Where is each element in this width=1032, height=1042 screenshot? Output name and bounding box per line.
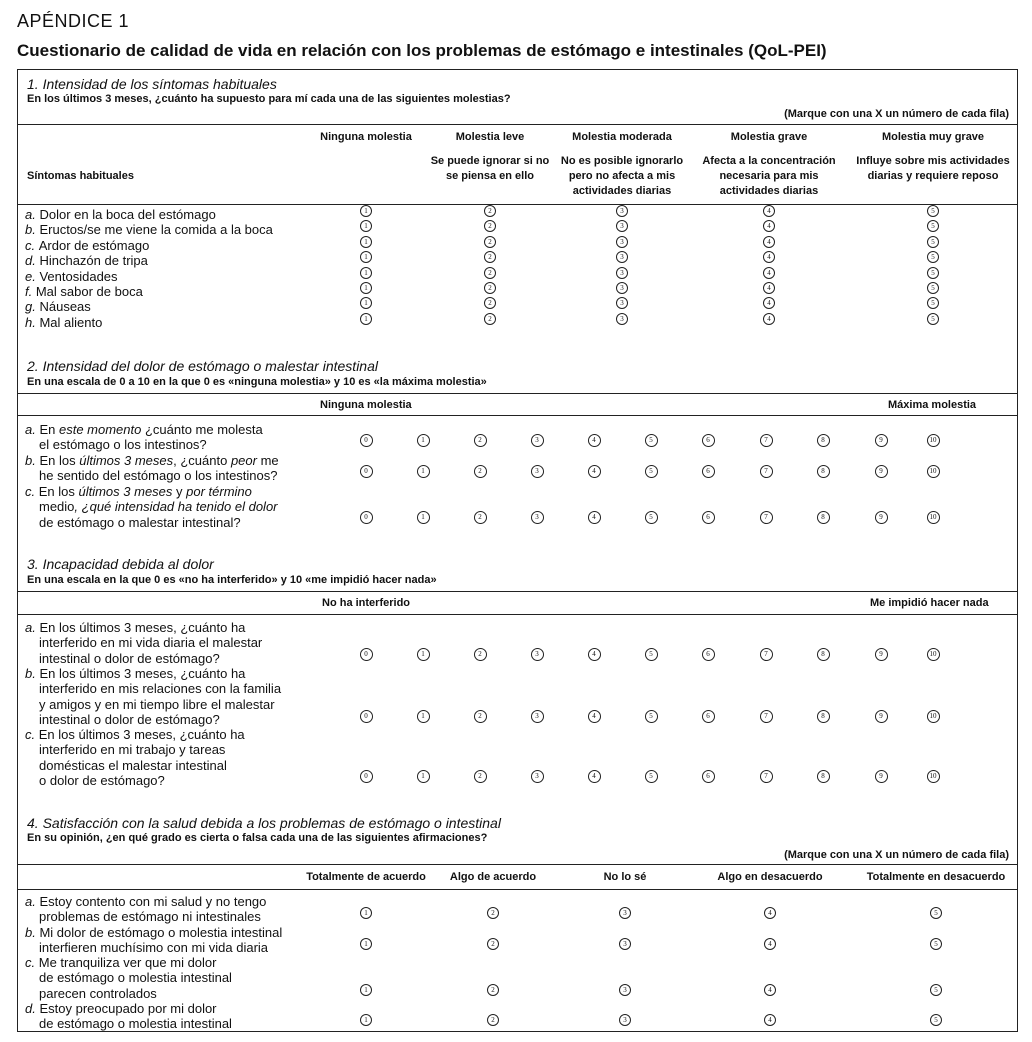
section-1-option[interactable]: 4 bbox=[763, 297, 775, 309]
section-2-option[interactable]: 10 bbox=[927, 465, 940, 478]
section-4-question: En su opinión, ¿en qué grado es cierta o falsa cada una de las siguientes afirmaciones? bbox=[27, 832, 488, 844]
section-2-option[interactable]: 8 bbox=[817, 465, 830, 478]
section-1-option[interactable]: 1 bbox=[360, 205, 372, 217]
section-1-heading: 1. Intensidad de los síntomas habituales bbox=[27, 76, 277, 92]
section-3-option[interactable]: 0 bbox=[360, 770, 373, 783]
section-1-column-label: Ninguna molestia bbox=[320, 131, 412, 143]
section-3-option[interactable]: 1 bbox=[417, 648, 430, 661]
divider bbox=[17, 591, 1018, 592]
section-4-option[interactable]: 3 bbox=[619, 907, 631, 919]
section-3-option[interactable]: 3 bbox=[531, 648, 544, 661]
section-2-item: c. En los últimos 3 meses y por término medio, ¿qué intensidad ha tenido el dolor de estómago o malestar intestinal? bbox=[25, 484, 278, 530]
divider bbox=[17, 204, 1018, 205]
section-1-option[interactable]: 5 bbox=[927, 251, 939, 263]
section-2-option[interactable]: 6 bbox=[702, 434, 715, 447]
section-1-option[interactable]: 4 bbox=[763, 220, 775, 232]
section-4-option[interactable]: 1 bbox=[360, 907, 372, 919]
section-3-item: b. En los últimos 3 meses, ¿cuánto ha interferido en mis relaciones con la familia y amigos y en mi tiempo libre el malestar intestinal o dolor de estómago? bbox=[25, 666, 282, 727]
section-2-heading: 2. Intensidad del dolor de estómago o malestar intestinal bbox=[27, 358, 378, 374]
section-1-option[interactable]: 2 bbox=[484, 313, 496, 325]
section-2-option[interactable]: 3 bbox=[531, 511, 544, 524]
appendix-label: APÉNDICE 1 bbox=[17, 11, 130, 31]
section-2-question: En una escala de 0 a 10 en la que 0 es «ninguna molestia» y 10 es «la máxima molestia» bbox=[27, 376, 487, 388]
section-4-option[interactable]: 4 bbox=[764, 907, 776, 919]
section-4-item: b. Mi dolor de estómago o molestia intestinal interfieren muchísimo con mi vida diaria bbox=[25, 925, 283, 956]
section-3-option[interactable]: 8 bbox=[817, 648, 830, 661]
section-2-option[interactable]: 7 bbox=[760, 465, 773, 478]
section-1-option[interactable]: 1 bbox=[360, 313, 372, 325]
section-1-option[interactable]: 3 bbox=[616, 297, 628, 309]
section-4-option[interactable]: 3 bbox=[619, 1014, 631, 1026]
section-1-option[interactable]: 1 bbox=[360, 282, 372, 294]
section-1-option[interactable]: 2 bbox=[484, 220, 496, 232]
page-title: Cuestionario de calidad de vida en relación con los problemas de estómago e intestinales (QoL-PEI) bbox=[17, 41, 827, 60]
section-1-item: b. Eructos/se me viene la comida a la boca bbox=[25, 222, 273, 238]
section-1-item: h. Mal aliento bbox=[25, 314, 103, 330]
section-3-option[interactable]: 7 bbox=[760, 710, 773, 723]
section-1-option[interactable]: 4 bbox=[763, 236, 775, 248]
section-3-option[interactable]: 6 bbox=[702, 648, 715, 661]
section-2-option[interactable]: 0 bbox=[360, 434, 373, 447]
section-1-option[interactable]: 1 bbox=[360, 267, 372, 279]
section-2-option[interactable]: 7 bbox=[760, 434, 773, 447]
section-3-option[interactable]: 2 bbox=[474, 710, 487, 723]
section-2-option[interactable]: 0 bbox=[360, 465, 373, 478]
section-1-option[interactable]: 4 bbox=[763, 282, 775, 294]
section-1-option[interactable]: 2 bbox=[484, 251, 496, 263]
section-2-option[interactable]: 1 bbox=[417, 511, 430, 524]
section-2-option[interactable]: 9 bbox=[875, 511, 888, 524]
section-4-column-label: No lo sé bbox=[603, 871, 647, 883]
section-1-option[interactable]: 3 bbox=[616, 267, 628, 279]
section-4-option[interactable]: 5 bbox=[930, 1014, 942, 1026]
section-2-option[interactable]: 9 bbox=[875, 465, 888, 478]
section-2-option[interactable]: 2 bbox=[474, 511, 487, 524]
section-1-instruction: (Marque con una X un número de cada fila) bbox=[784, 108, 1009, 120]
section-1-column-description: No es posible ignorarlo pero no afecta a mis actividades diarias bbox=[560, 155, 684, 197]
section-2-option[interactable]: 3 bbox=[531, 465, 544, 478]
section-1-option[interactable]: 3 bbox=[616, 205, 628, 217]
section-3-option[interactable]: 8 bbox=[817, 770, 830, 783]
section-3-option[interactable]: 4 bbox=[588, 648, 601, 661]
section-1-option[interactable]: 2 bbox=[484, 282, 496, 294]
section-3-option[interactable]: 5 bbox=[645, 648, 658, 661]
section-1-column-label: Molestia grave bbox=[730, 131, 808, 143]
section-4-option[interactable]: 4 bbox=[764, 938, 776, 950]
section-1-option[interactable]: 2 bbox=[484, 297, 496, 309]
section-3-option[interactable]: 0 bbox=[360, 648, 373, 661]
divider bbox=[17, 614, 1018, 615]
divider bbox=[17, 864, 1018, 865]
section-2-option[interactable]: 8 bbox=[817, 511, 830, 524]
section-1-item: f. Mal sabor de boca bbox=[25, 284, 143, 299]
section-1-item: e. Ventosidades bbox=[25, 268, 118, 284]
section-4-option[interactable]: 4 bbox=[764, 1014, 776, 1026]
section-4-option[interactable]: 2 bbox=[487, 1014, 499, 1026]
section-1-option[interactable]: 1 bbox=[360, 236, 372, 248]
section-4-column-label: Totalmente de acuerdo bbox=[306, 871, 426, 883]
section-1-option[interactable]: 1 bbox=[360, 220, 372, 232]
section-1-option[interactable]: 5 bbox=[927, 267, 939, 279]
section-4-option[interactable]: 1 bbox=[360, 1014, 372, 1026]
section-1-option[interactable]: 2 bbox=[484, 205, 496, 217]
section-4-option[interactable]: 2 bbox=[487, 907, 499, 919]
section-1-column-description: Influye sobre mis actividades diarias y requiere reposo bbox=[856, 155, 1010, 182]
section-1-option[interactable]: 5 bbox=[927, 205, 939, 217]
section-3-question: En una escala en la que 0 es «no ha interferido» y 10 «me impidió hacer nada» bbox=[27, 574, 437, 586]
divider bbox=[17, 415, 1018, 416]
section-4-item: c. Me tranquiliza ver que mi dolor de estómago o molestia intestinal parecen controlados bbox=[25, 955, 232, 1001]
section-1-column-label: Molestia moderada bbox=[572, 131, 672, 143]
section-3-option[interactable]: 9 bbox=[875, 648, 888, 661]
section-3-item: a. En los últimos 3 meses, ¿cuánto ha interferido en mi vida diaria el malestar intestinal o dolor de estómago? bbox=[25, 620, 263, 666]
section-4-item: d. Estoy preocupado por mi dolor de estómago o molestia intestinal bbox=[25, 1001, 232, 1032]
section-1-column-description: Se puede ignorar si no se piensa en ello bbox=[430, 155, 550, 182]
section-1-option[interactable]: 5 bbox=[927, 282, 939, 294]
section-2-option[interactable]: 10 bbox=[927, 511, 940, 524]
section-3-heading: 3. Incapacidad debida al dolor bbox=[27, 556, 214, 572]
section-4-option[interactable]: 2 bbox=[487, 938, 499, 950]
section-2-option[interactable]: 4 bbox=[588, 465, 601, 478]
section-1-option[interactable]: 3 bbox=[616, 251, 628, 263]
section-3-option[interactable]: 3 bbox=[531, 770, 544, 783]
section-2-option[interactable]: 5 bbox=[645, 465, 658, 478]
section-3-option[interactable]: 9 bbox=[875, 770, 888, 783]
section-4-column-label: Totalmente en desacuerdo bbox=[866, 871, 1006, 883]
section-4-column-label: Algo en desacuerdo bbox=[717, 871, 823, 883]
section-3-option[interactable]: 7 bbox=[760, 648, 773, 661]
section-3-option[interactable]: 3 bbox=[531, 710, 544, 723]
section-3-option[interactable]: 10 bbox=[927, 710, 940, 723]
section-2-item: b. En los últimos 3 meses, ¿cuánto peor me he sentido del estómago o los intestinos? bbox=[25, 453, 279, 484]
section-1-item: a. Dolor en la boca del estómago bbox=[25, 207, 216, 222]
section-1-item: d. Hinchazón de tripa bbox=[25, 253, 148, 269]
section-1-option[interactable]: 2 bbox=[484, 267, 496, 279]
section-1-option[interactable]: 5 bbox=[927, 236, 939, 248]
section-3-option[interactable]: 2 bbox=[474, 770, 487, 783]
section-4-column-label: Algo de acuerdo bbox=[449, 871, 537, 883]
section-3-option[interactable]: 5 bbox=[645, 710, 658, 723]
section-2-low-label: Ninguna molestia bbox=[320, 399, 412, 411]
section-2-option[interactable]: 1 bbox=[417, 465, 430, 478]
section-1-option[interactable]: 5 bbox=[927, 297, 939, 309]
section-2-option[interactable]: 5 bbox=[645, 511, 658, 524]
section-2-option[interactable]: 0 bbox=[360, 511, 373, 524]
divider bbox=[17, 889, 1018, 890]
section-1-option[interactable]: 4 bbox=[763, 267, 775, 279]
section-2-option[interactable]: 8 bbox=[817, 434, 830, 447]
section-2-option[interactable]: 2 bbox=[474, 434, 487, 447]
section-3-option[interactable]: 10 bbox=[927, 648, 940, 661]
section-3-option[interactable]: 10 bbox=[927, 770, 940, 783]
section-2-item: a. En este momento ¿cuánto me molesta el estómago o los intestinos? bbox=[25, 422, 263, 453]
section-3-option[interactable]: 2 bbox=[474, 648, 487, 661]
section-1-option[interactable]: 3 bbox=[616, 236, 628, 248]
section-1-option[interactable]: 3 bbox=[616, 282, 628, 294]
section-1-option[interactable]: 4 bbox=[763, 313, 775, 325]
section-2-option[interactable]: 6 bbox=[702, 465, 715, 478]
section-4-option[interactable]: 5 bbox=[930, 938, 942, 950]
section-3-option[interactable]: 4 bbox=[588, 770, 601, 783]
section-1-row-header: Síntomas habituales bbox=[27, 170, 134, 182]
section-1-option[interactable]: 1 bbox=[360, 251, 372, 263]
section-4-option[interactable]: 1 bbox=[360, 938, 372, 950]
section-1-option[interactable]: 3 bbox=[616, 220, 628, 232]
section-1-column-label: Molestia leve bbox=[455, 131, 525, 143]
section-2-option[interactable]: 9 bbox=[875, 434, 888, 447]
section-3-option[interactable]: 6 bbox=[702, 710, 715, 723]
section-3-high-label: Me impidió hacer nada bbox=[870, 597, 989, 609]
section-3-option[interactable]: 7 bbox=[760, 770, 773, 783]
section-1-option[interactable]: 4 bbox=[763, 251, 775, 263]
section-1-question: En los últimos 3 meses, ¿cuánto ha supuesto para mí cada una de las siguientes molestias? bbox=[27, 93, 511, 105]
section-1-option[interactable]: 3 bbox=[616, 313, 628, 325]
section-2-option[interactable]: 3 bbox=[531, 434, 544, 447]
section-1-column-label: Molestia muy grave bbox=[881, 131, 985, 143]
section-3-option[interactable]: 5 bbox=[645, 770, 658, 783]
section-1-option[interactable]: 5 bbox=[927, 220, 939, 232]
section-1-option[interactable]: 2 bbox=[484, 236, 496, 248]
section-2-option[interactable]: 2 bbox=[474, 465, 487, 478]
section-1-option[interactable]: 4 bbox=[763, 205, 775, 217]
section-4-option[interactable]: 4 bbox=[764, 984, 776, 996]
section-4-option[interactable]: 5 bbox=[930, 907, 942, 919]
section-2-option[interactable]: 4 bbox=[588, 434, 601, 447]
section-2-option[interactable]: 10 bbox=[927, 434, 940, 447]
section-4-heading: 4. Satisfacción con la salud debida a los problemas de estómago o intestinal bbox=[27, 815, 501, 831]
section-3-option[interactable]: 9 bbox=[875, 710, 888, 723]
section-1-item: c. Ardor de estómago bbox=[25, 237, 150, 253]
section-1-option[interactable]: 5 bbox=[927, 313, 939, 325]
section-1-option[interactable]: 1 bbox=[360, 297, 372, 309]
section-4-option[interactable]: 3 bbox=[619, 984, 631, 996]
section-4-item: a. Estoy contento con mi salud y no tengo problemas de estómago ni intestinales bbox=[25, 894, 267, 925]
section-3-option[interactable]: 0 bbox=[360, 710, 373, 723]
section-4-option[interactable]: 1 bbox=[360, 984, 372, 996]
section-4-instruction: (Marque con una X un número de cada fila) bbox=[784, 849, 1009, 861]
divider bbox=[17, 124, 1018, 125]
section-2-option[interactable]: 1 bbox=[417, 434, 430, 447]
section-2-option[interactable]: 7 bbox=[760, 511, 773, 524]
section-3-low-label: No ha interferido bbox=[322, 597, 411, 609]
section-4-option[interactable]: 3 bbox=[619, 938, 631, 950]
section-2-option[interactable]: 5 bbox=[645, 434, 658, 447]
section-2-option[interactable]: 4 bbox=[588, 511, 601, 524]
section-1-item: g. Náuseas bbox=[25, 299, 91, 315]
section-3-option[interactable]: 1 bbox=[417, 770, 430, 783]
section-3-option[interactable]: 8 bbox=[817, 710, 830, 723]
section-2-high-label: Máxima molestia bbox=[888, 399, 977, 411]
section-2-option[interactable]: 6 bbox=[702, 511, 715, 524]
section-4-option[interactable]: 2 bbox=[487, 984, 499, 996]
section-3-option[interactable]: 1 bbox=[417, 710, 430, 723]
divider bbox=[17, 393, 1018, 394]
section-3-item: c. En los últimos 3 meses, ¿cuánto ha interferido en mi trabajo y tareas domésticas el malestar intestinal o dolor de estómago? bbox=[25, 727, 245, 788]
section-4-option[interactable]: 5 bbox=[930, 984, 942, 996]
section-3-option[interactable]: 6 bbox=[702, 770, 715, 783]
section-3-option[interactable]: 4 bbox=[588, 710, 601, 723]
section-1-column-description: Afecta a la concentración necesaria para mis actividades diarias bbox=[702, 155, 836, 197]
